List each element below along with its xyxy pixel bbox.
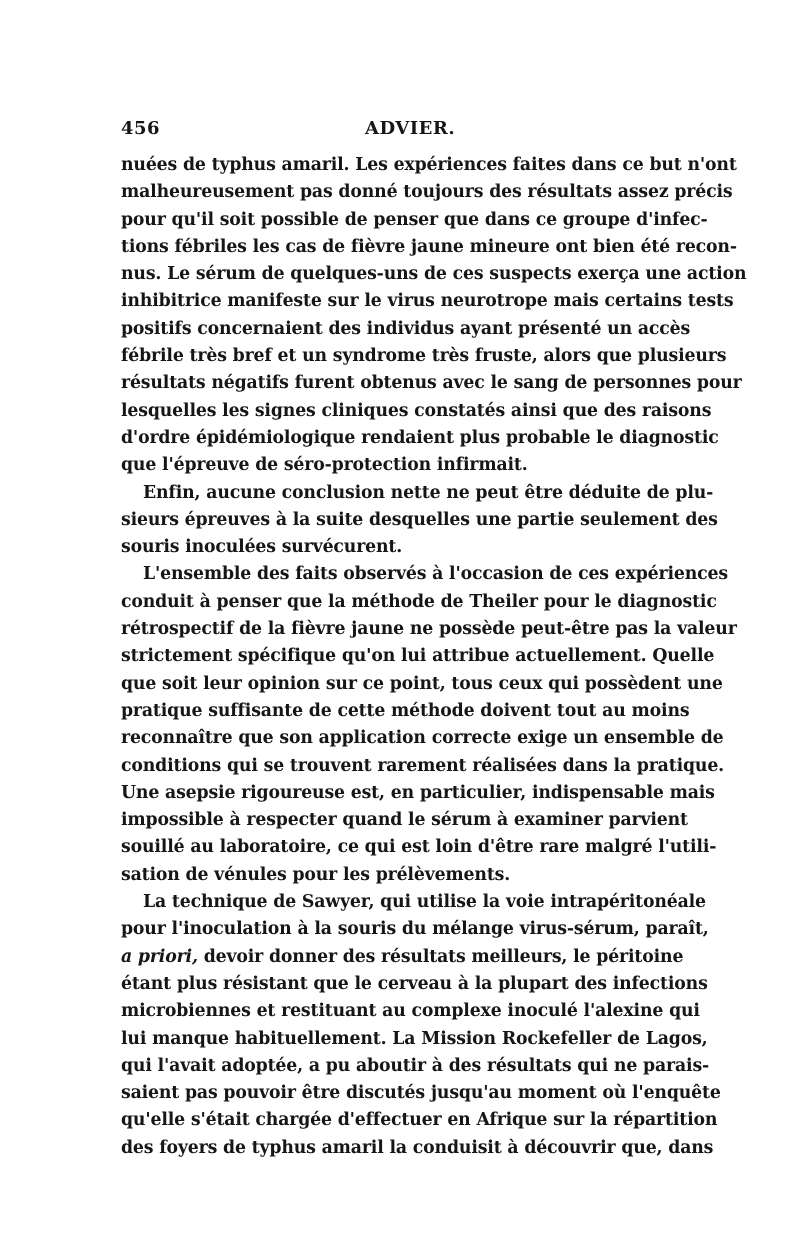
text-line-rest: devoir donner des résultats meilleurs, le péritoine <box>203 946 684 967</box>
text-line: qui l'avait adoptée, a pu aboutir à des résultats qui ne parais- <box>121 1055 710 1076</box>
text-line: que soit leur opinion sur ce point, tous ceux qui possèdent une <box>121 673 723 694</box>
text-line: Une asepsie rigoureuse est, en particulier, indispensable mais <box>121 782 715 803</box>
text-line: lui manque habituellement. La Mission Rockefeller de Lagos, <box>121 1028 708 1049</box>
text-line: résultats négatifs furent obtenus avec le sang de personnes pour <box>121 373 742 394</box>
text-line: fébrile très bref et un syndrome très fruste, alors que plusieurs <box>121 346 727 367</box>
text-line: étant plus résistant que le cerveau à la plupart des infections <box>121 973 708 994</box>
text-line: positifs concernaient des individus ayant présenté un accès <box>121 318 691 339</box>
text-line: reconnaître que son application correcte exige un ensemble de <box>121 728 724 749</box>
text-line: rétrospectif de la fièvre jaune ne possède peut-être pas la valeur <box>121 619 737 640</box>
page-number: 456 <box>121 118 161 139</box>
text-line-with-italic <box>121 944 684 971</box>
text-line: souris inoculées survécurent. <box>121 537 403 558</box>
document-page <box>121 118 747 1162</box>
text-line: strictement spécifique qu'on lui attribue actuellement. Quelle <box>121 646 715 667</box>
text-line: pratique suffisante de cette méthode doivent tout au moins <box>121 700 690 721</box>
text-line: inhibitrice manifeste sur le virus neurotrope mais certains tests <box>121 291 734 312</box>
text-line: qu'elle s'était chargée d'effectuer en Afrique sur la répartition <box>121 1110 718 1131</box>
text-line: souillé au laboratoire, ce qui est loin d'être rare malgré l'utili- <box>121 837 717 858</box>
text-line: microbiennes et restituant au complexe inoculé l'alexine qui <box>121 1001 700 1022</box>
text-line: conduit à penser que la méthode de Theiler pour le diagnostic <box>121 591 717 612</box>
text-line: tions fébriles les cas de fièvre jaune mineure ont bien été recon- <box>121 236 737 257</box>
text-line: pour l'inoculation à la souris du mélange virus-sérum, paraît, <box>121 919 709 940</box>
running-title: ADVIER. <box>365 118 456 139</box>
text-line: La technique de Sawyer, qui utilise la voie intrapéritonéale <box>143 892 706 913</box>
text-line: nus. Le sérum de quelques-uns de ces suspects exerça une action <box>121 264 747 285</box>
text-line: conditions qui se trouvent rarement réalisées dans la pratique. <box>121 755 725 776</box>
text-line: d'ordre épidémiologique rendaient plus probable le diagnostic <box>121 427 719 448</box>
text-line: sation de vénules pour les prélèvements. <box>121 864 511 885</box>
running-head <box>121 118 681 152</box>
text-line: sieurs épreuves à la suite desquelles une partie seulement des <box>121 509 718 530</box>
text-line: Enfin, aucune conclusion nette ne peut être déduite de plu- <box>143 482 714 503</box>
text-line: L'ensemble des faits observés à l'occasion de ces expériences <box>143 564 728 585</box>
text-line: impossible à respecter quand le sérum à examiner parvient <box>121 810 688 831</box>
text-line: nuées de typhus amaril. Les expériences faites dans ce but n'ont <box>121 155 737 175</box>
text-line: que l'épreuve de séro-protection infirmait. <box>121 455 528 476</box>
text-line: saient pas pouvoir être discutés jusqu'au moment où l'enquête <box>121 1083 721 1104</box>
text-line: malheureusement pas donné toujours des résultats assez précis <box>121 182 733 203</box>
text-line: pour qu'il soit possible de penser que dans ce groupe d'infec- <box>121 209 708 230</box>
body-text <box>121 152 747 1162</box>
text-line: lesquelles les signes cliniques constatés ainsi que des raisons <box>121 400 712 421</box>
italic-phrase: a priori, <box>121 946 198 967</box>
text-line: des foyers de typhus amaril la conduisit à découvrir que, dans <box>121 1137 714 1158</box>
